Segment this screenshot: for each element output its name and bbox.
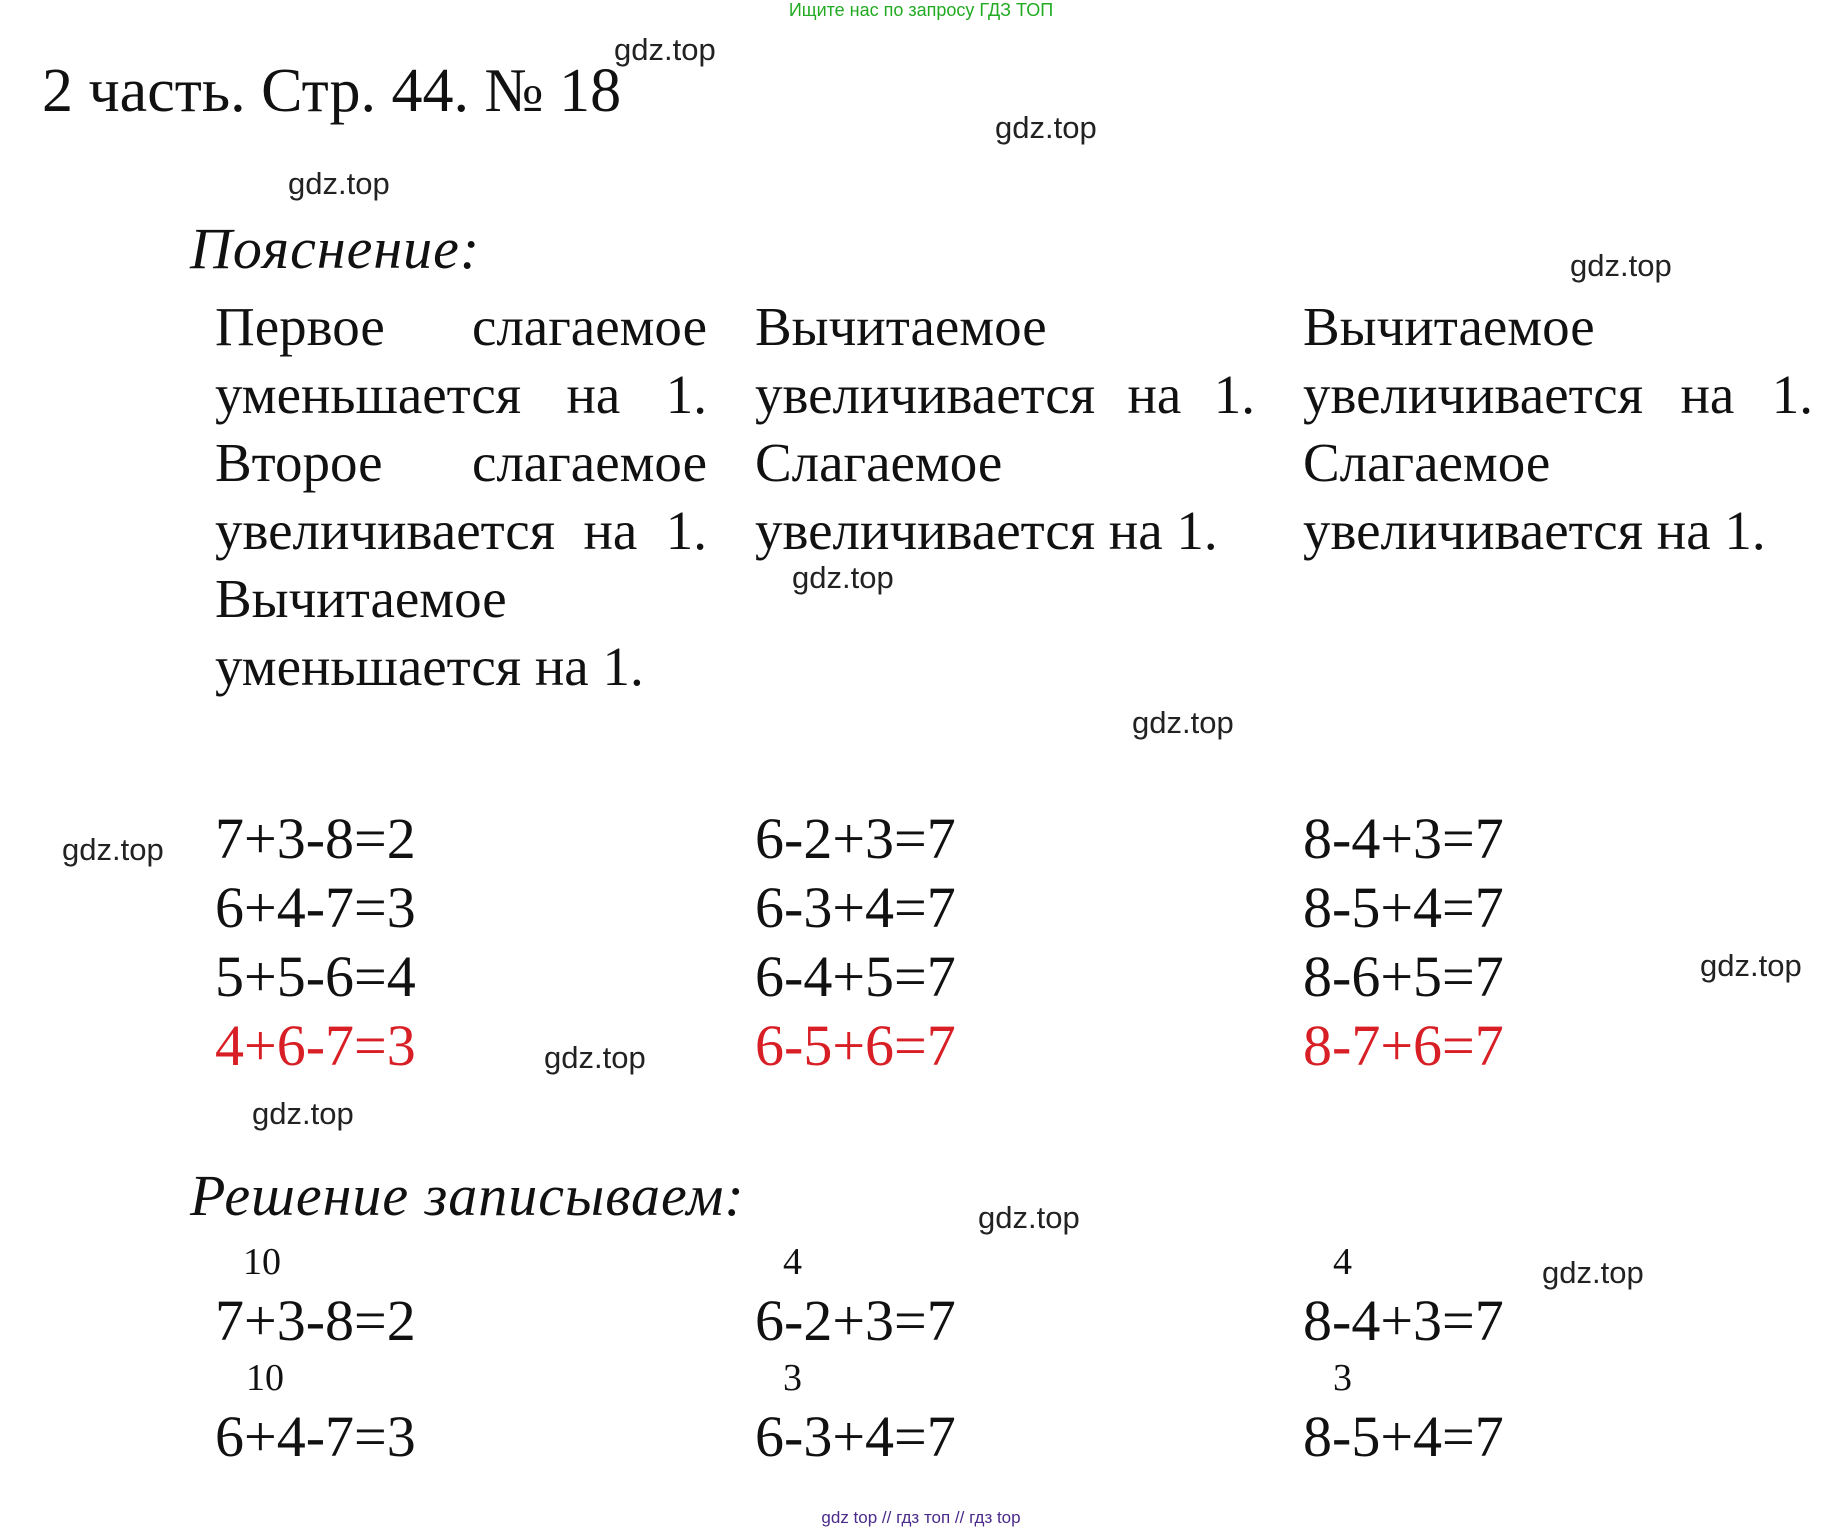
solution-equation: 7+3-8=2 <box>215 1288 416 1353</box>
bottom-banner[interactable]: gdz top // гдз топ // гдз top <box>821 1508 1021 1527</box>
watermark: gdz.top <box>614 32 716 67</box>
solution-note: 3 <box>1333 1357 1352 1399</box>
top-banner[interactable]: Ищите нас по запросу ГДЗ ТОП <box>788 0 1054 20</box>
solution-note: 3 <box>783 1357 802 1399</box>
solution-equation: 6+4-7=3 <box>215 1404 416 1469</box>
watermark: gdz.top <box>978 1200 1080 1235</box>
equation: 8-4+3=7 <box>1303 806 1504 871</box>
equations-col3 <box>1303 804 1504 1080</box>
equations-col1 <box>215 804 416 1080</box>
explanation-col3: Вычитаемое увеличивается на 1. Слагаемое увеличивается на 1. <box>1303 296 1813 561</box>
explanation-heading: Пояснение: <box>190 216 481 281</box>
watermark: gdz.top <box>252 1096 354 1131</box>
solution-heading: Решение записываем: <box>190 1163 745 1228</box>
watermark: gdz.top <box>544 1040 646 1075</box>
page-title: 2 часть. Стр. 44. № 18 <box>42 57 622 125</box>
equation: 6+4-7=3 <box>215 875 416 940</box>
equation-highlighted: 6-5+6=7 <box>755 1013 956 1078</box>
equation: 5+5-6=4 <box>215 944 416 1009</box>
solution-note: 10 <box>243 1241 281 1283</box>
equation: 7+3-8=2 <box>215 806 416 871</box>
solution-equation: 6-2+3=7 <box>755 1288 956 1353</box>
explanation-col1: Первое слагаемое уменьшается на 1. Второе слагаемое увеличивается на 1. Вычитаемое уменьшается на 1. <box>215 296 707 697</box>
watermark: gdz.top <box>792 560 894 595</box>
equation: 6-2+3=7 <box>755 806 956 871</box>
solution-equation: 8-5+4=7 <box>1303 1404 1504 1469</box>
solution-note: 4 <box>1333 1241 1352 1283</box>
equation: 8-6+5=7 <box>1303 944 1504 1009</box>
equation: 6-4+5=7 <box>755 944 956 1009</box>
equation-highlighted: 4+6-7=3 <box>215 1013 416 1078</box>
equation: 8-5+4=7 <box>1303 875 1504 940</box>
equations-col2 <box>755 804 956 1080</box>
solution-note: 10 <box>246 1357 284 1399</box>
equation-highlighted: 8-7+6=7 <box>1303 1013 1504 1078</box>
watermark: gdz.top <box>1542 1255 1644 1290</box>
equation: 6-3+4=7 <box>755 875 956 940</box>
solution-equation: 8-4+3=7 <box>1303 1288 1504 1353</box>
explanation-col2: Вычитаемое увеличивается на 1. Слагаемое увеличивается на 1. <box>755 296 1255 561</box>
watermark: gdz.top <box>288 166 390 201</box>
watermark: gdz.top <box>995 110 1097 145</box>
watermark: gdz.top <box>62 832 164 867</box>
watermark: gdz.top <box>1700 948 1802 983</box>
watermark: gdz.top <box>1132 705 1234 740</box>
solution-equation: 6-3+4=7 <box>755 1404 956 1469</box>
watermark: gdz.top <box>1570 248 1672 283</box>
solution-note: 4 <box>783 1241 802 1283</box>
